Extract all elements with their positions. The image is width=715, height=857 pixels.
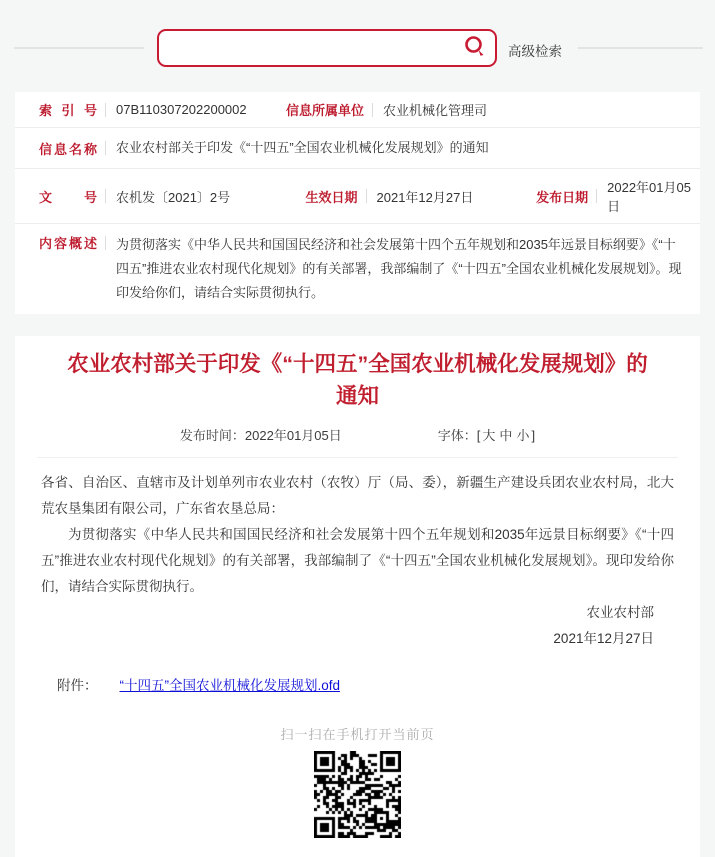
search-box[interactable] <box>157 29 497 67</box>
font-control-label: 字体： <box>437 428 477 443</box>
info-name-label: 信息名称 <box>39 141 97 157</box>
search-input[interactable] <box>159 31 455 65</box>
publish-time-label: 发布时间： <box>179 428 245 443</box>
qr-caption: 扫一扫在手机打开当前页 <box>280 727 435 742</box>
info-unit-value: 农业机械化管理司 <box>383 103 488 118</box>
doc-number-value: 农机发〔2021〕2号 <box>116 189 231 205</box>
column-divider <box>372 103 373 117</box>
bracket: ] <box>531 428 536 443</box>
table-row-summary <box>15 223 700 314</box>
publish-time <box>180 425 342 444</box>
document-body <box>15 458 700 652</box>
advanced-search-link[interactable]: 高级检索 <box>508 44 562 59</box>
table-row-name <box>15 127 700 168</box>
summary-label: 内容概述 <box>39 236 97 251</box>
page-title: 农业农村部关于印发《“十四五”全国农业机械化发展规划》的通知 <box>67 352 648 408</box>
attachment-link[interactable]: “十四五”全国农业机械化发展规划.ofd <box>119 678 341 693</box>
column-divider <box>105 103 106 117</box>
info-unit-label: 信息所属单位 <box>285 103 364 118</box>
signature-block <box>41 600 674 652</box>
qr-code <box>314 751 401 838</box>
column-divider <box>105 141 106 155</box>
publish-date-value: 2022年01月05日 <box>607 180 691 214</box>
summary-value: 为贯彻落实《中华人民共和国国民经济和社会发展第十四个五年规划和2035年远景目标纲要》《“十四五”推进农业农村现代化规划》的有关部署，我部编制了《“十四五”全国农业机械化发展规划》。现印发给你们，请结合实际贯彻执行。 <box>116 237 682 300</box>
body-paragraph: 为贯彻落实《中华人民共和国国民经济和社会发展第十四个五年规划和2035年远景目标纲要》《“十四五”推进农业农村现代化规划》的有关部署，我部编制了《“十四五”全国农业机械化发展规划》。现印发给你们，请结合实际贯彻执行。 <box>41 527 674 594</box>
font-size-medium[interactable]: 中 <box>499 428 513 443</box>
document-meta-line <box>15 425 700 444</box>
font-size-large[interactable]: 大 <box>482 428 496 443</box>
column-divider <box>105 189 106 203</box>
decorative-line-left <box>14 47 144 49</box>
publish-time-value: 2022年01月05日 <box>244 428 342 443</box>
info-name-value: 农业农村部关于印发《“十四五”全国农业机械化发展规划》的通知 <box>116 140 489 155</box>
index-number-label: 索引号 <box>39 103 97 118</box>
doc-number-label: 文号 <box>39 189 97 205</box>
font-size-control <box>438 425 535 444</box>
bracket: [ <box>476 428 481 443</box>
sign-date: 2021年12月27日 <box>553 631 654 646</box>
effective-date-label: 生效日期 <box>305 189 358 205</box>
salutation-paragraph: 各省、自治区、直辖市及计划单列市农业农村（农牧）厅（局、委），新疆生产建设兵团农业农村局，北大荒农垦集团有限公司，广东省农垦总局： <box>41 475 674 516</box>
effective-date-value: 2021年12月27日 <box>376 189 474 205</box>
column-divider <box>596 189 597 203</box>
attachment-row <box>41 674 674 694</box>
publish-date-label: 发布日期 <box>536 189 589 205</box>
document-card <box>15 336 700 857</box>
font-size-small[interactable]: 小 <box>516 428 530 443</box>
search-header <box>0 0 715 92</box>
table-row-docno <box>15 168 700 223</box>
search-icon <box>462 34 488 63</box>
qr-section <box>15 724 700 843</box>
document-meta-table <box>15 92 700 314</box>
table-row-index <box>15 92 700 127</box>
decorative-line-right <box>578 47 703 49</box>
search-button[interactable] <box>455 31 495 65</box>
signer-name: 农业农村部 <box>586 605 654 620</box>
column-divider <box>366 189 367 203</box>
index-number-value: 07B110307202200002 <box>116 102 247 117</box>
attachment-label: 附件： <box>57 678 98 693</box>
column-divider <box>105 236 106 250</box>
